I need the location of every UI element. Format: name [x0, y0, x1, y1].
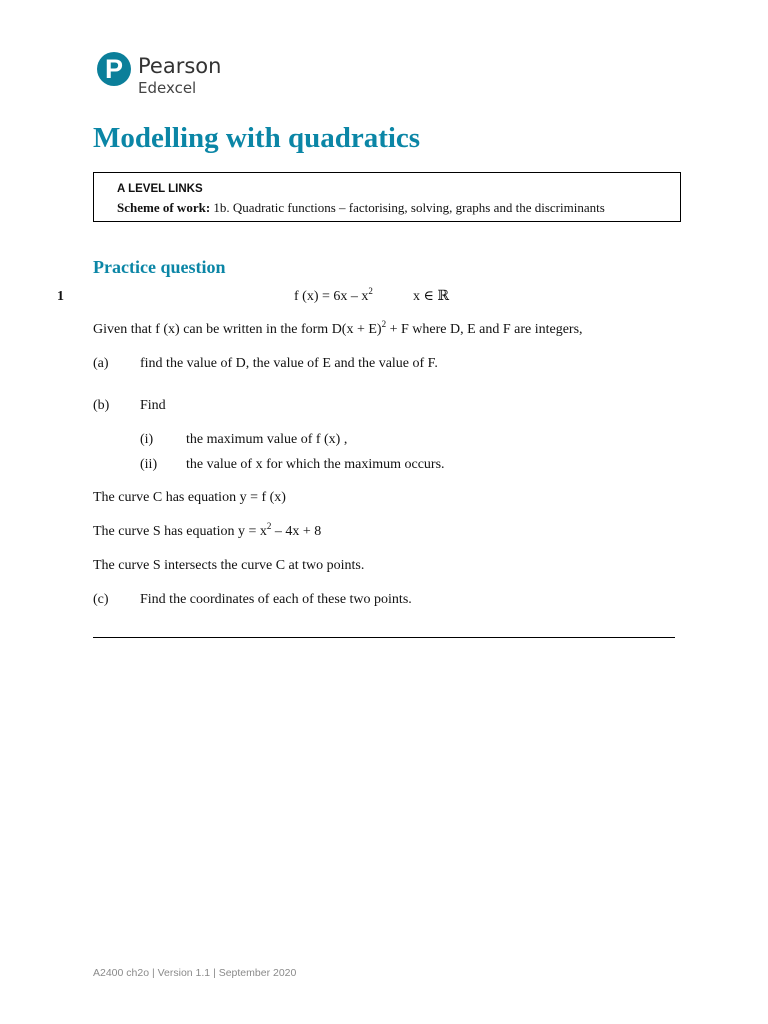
function-power: 2	[368, 286, 373, 296]
scheme-of-work-line	[117, 200, 605, 216]
part-a-label: (a)	[93, 356, 109, 371]
brand-sub: Edexcel	[138, 79, 197, 97]
logo-letter: P	[104, 54, 123, 84]
function-lhs: f (x) = 6x – x	[294, 289, 369, 304]
part-b-i-text: the maximum value of f (x) ,	[186, 432, 348, 447]
page-title: Modelling with quadratics	[93, 122, 421, 154]
curve-s-post: – 4x + 8	[271, 524, 322, 539]
a-level-links-box	[93, 172, 681, 222]
given-statement	[93, 321, 583, 339]
footer-text: A2400 ch2o | Version 1.1 | September 2020	[93, 967, 297, 979]
curve-c-statement: The curve C has equation y = f (x)	[93, 490, 286, 505]
end-rule	[93, 637, 675, 638]
question-number: 1	[57, 289, 64, 304]
curve-s-statement	[93, 523, 321, 541]
scheme-label: Scheme of work:	[117, 200, 211, 215]
part-b-label: (b)	[93, 398, 110, 413]
brand-name: Pearson	[138, 54, 222, 78]
function-domain: x ∈ ℝ	[413, 289, 449, 304]
part-c-label: (c)	[93, 592, 109, 607]
part-a-text: find the value of D, the value of E and the value of F.	[140, 356, 438, 371]
function-definition	[294, 288, 373, 306]
given-pre: Given that f (x) can be written in the form D(x + E)	[93, 322, 382, 337]
given-power: 2	[381, 319, 387, 329]
part-b-ii-text: the value of x for which the maximum occurs.	[186, 457, 445, 472]
part-b-i-label: (i)	[140, 432, 154, 447]
pearson-edexcel-logo	[97, 50, 257, 102]
part-b-ii-label: (ii)	[140, 457, 158, 472]
part-c-text: Find the coordinates of each of these two points.	[140, 592, 412, 607]
section-title: Practice question	[93, 257, 226, 277]
part-b-text: Find	[140, 398, 166, 413]
curve-s-pre: The curve S has equation y = x	[93, 524, 267, 539]
scheme-text: 1b. Quadratic functions – factorising, solving, graphs and the discriminants	[213, 200, 605, 215]
given-post: + F where D, E and F are integers,	[386, 322, 583, 337]
curve-s-power: 2	[266, 521, 272, 531]
links-heading: A LEVEL LINKS	[117, 183, 203, 195]
intersect-statement: The curve S intersects the curve C at two points.	[93, 558, 365, 573]
